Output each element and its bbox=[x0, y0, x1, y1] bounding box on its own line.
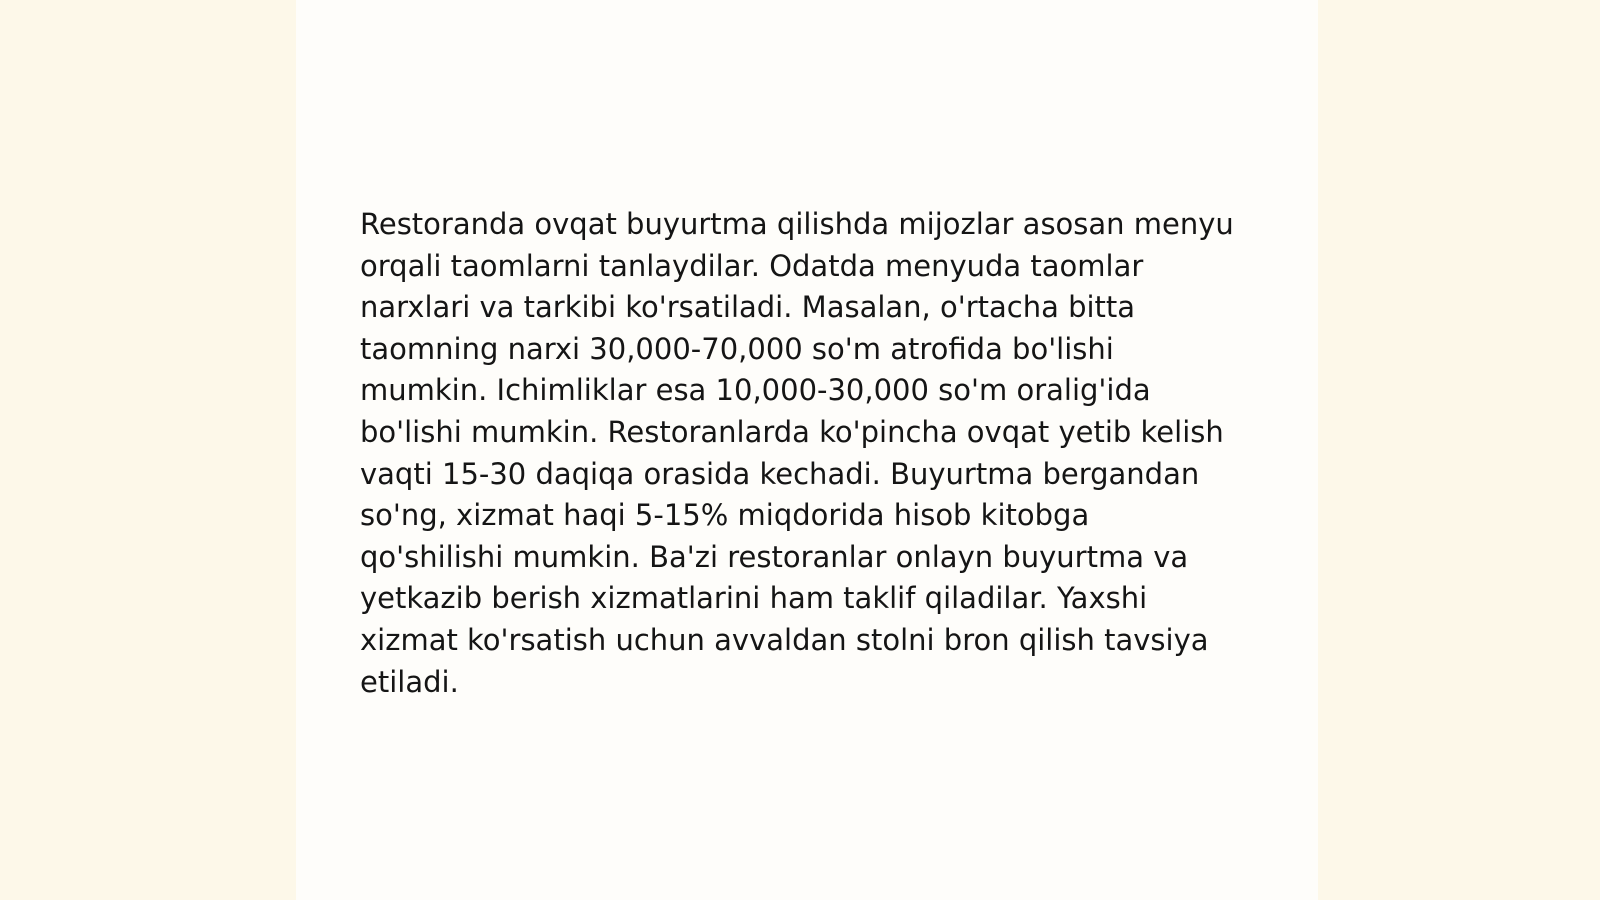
body-paragraph: Restoranda ovqat buyurtma qilishda mijozlar asosan menyu orqali taomlarni tanlaydilar. Odatda menyuda taomlar narxlari va tarkibi ko'rsatiladi. Masalan, o'rtacha bitta taomning narxi 30,000-70,000 so'm atrofida bo'lishi mumkin. Ichimliklar esa 10,000-30,000 so'm oralig'ida bo'lishi mumkin. Restoranlarda ko'pincha ovqat yetib kelish vaqti 15-30 daqiqa orasida kechadi. Buyurtma bergandan so'ng, xizmat haqi 5-15% miqdorida hisob kitobga qo'shilishi mumkin. Ba'zi restoranlar onlayn buyurtma va yetkazib berish xizmatlarini ham taklif qiladilar. Yaxshi xizmat ko'rsatish uchun avvaldan stolni bron qilish tavsiya etiladi. bbox=[360, 207, 1234, 699]
document-page bbox=[296, 0, 1318, 900]
